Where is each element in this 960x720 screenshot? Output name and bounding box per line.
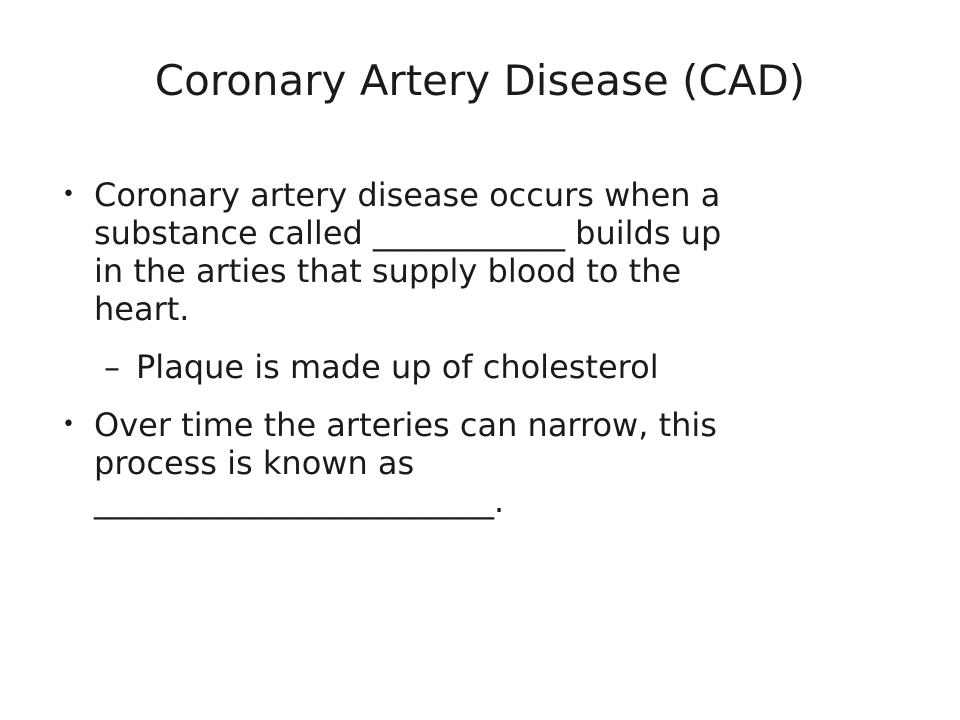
slide-title: Coronary Artery Disease (CAD) xyxy=(154,56,806,105)
bullet-item xyxy=(62,406,902,520)
bullet-line: in the arties that supply blood to the xyxy=(94,252,682,290)
dash-icon: – xyxy=(104,348,120,386)
bullet-item xyxy=(62,176,902,328)
bullet-line: _________________________. xyxy=(94,482,505,520)
bullet-text xyxy=(94,176,902,328)
sub-bullet-item xyxy=(62,348,902,386)
bullet-text xyxy=(94,406,902,520)
bullet-line: process is known as xyxy=(94,444,415,482)
bullet-icon: • xyxy=(62,182,75,207)
sub-bullet-text: Plaque is made up of cholesterol xyxy=(136,348,659,386)
bullet-line: Over time the arteries can narrow, this xyxy=(94,406,717,444)
bullet-line: Coronary artery disease occurs when a xyxy=(94,176,721,214)
bullet-line: heart. xyxy=(94,290,190,328)
bullet-line: substance called ____________ builds up xyxy=(94,214,722,252)
slide-body xyxy=(62,176,902,540)
bullet-icon: • xyxy=(62,412,75,437)
